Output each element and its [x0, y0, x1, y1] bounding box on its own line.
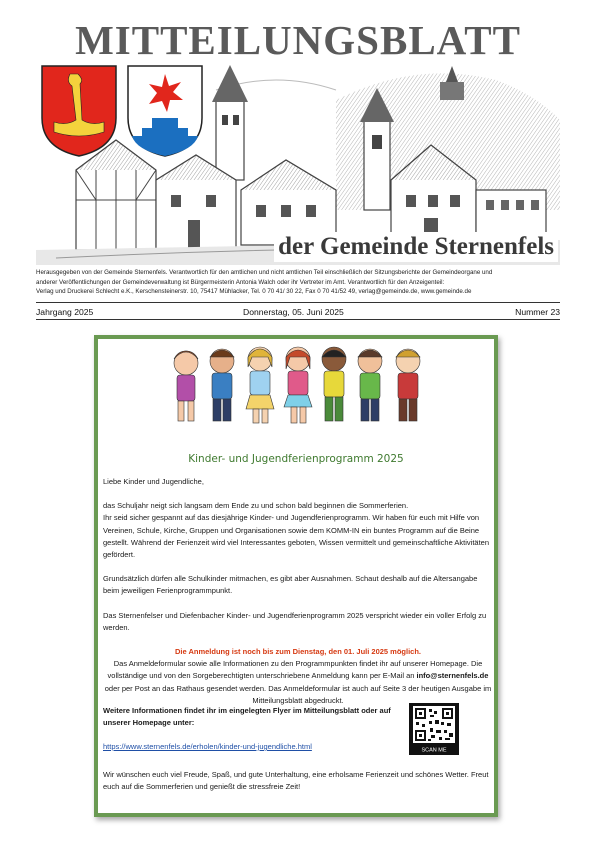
- publisher-line: anderer Veröffentlichungen der Gemeindeverwaltung ist Bürgermeisterin Antonia Walch oder ihr Vertreter im Amt. Verantwortlich für den Anzeigenteil:: [36, 278, 445, 286]
- publisher-line: Herausgegeben von der Gemeinde Sternenfels. Verantwortlich für den amtlichen und nicht amtlichen Teil einschließlich der Sitzungsberichte der Gemeindeorgane und: [36, 269, 493, 276]
- publisher-info: [36, 268, 560, 297]
- deadline-notice: Die Anmeldung ist noch bis zum Dienstag, den 01. Juli 2025 möglich.: [174, 647, 422, 657]
- issue-info: [36, 306, 560, 318]
- flyer-title: Kinder- und Jugendferienprogramm 2025: [188, 453, 404, 465]
- registration-text: oder per Post an das Rathaus gesendet werden. Das Anmeldeformular ist auch auf Seite 3 der heutigen Ausgabe im Mitteilungsblatt abgedruckt.: [104, 683, 492, 705]
- closing: [103, 769, 493, 793]
- qr-code[interactable]: [409, 703, 459, 755]
- children-illustration: [164, 341, 436, 433]
- paragraph: Grundsätzlich dürfen alle Schulkinder mitmachen, es gibt aber Ausnahmen. Schaut deshalb auf die Altersangabe beim jeweiligen Ferienprogrammpunkt.: [103, 574, 478, 596]
- divider: [36, 302, 560, 303]
- coat-of-arms-star: [128, 66, 202, 156]
- publisher-line: Verlag und Druckerei Schlecht e.K., Kerschensteinerstr. 10, 75417 Mühlacker, Tel. 0 70 41/ 30 22, Fax 0 70 41/52 49, verlag@gemeinde.de, www.gemeinde.de: [36, 288, 472, 295]
- issue-date: Donnerstag, 05. Juni 2025: [243, 307, 344, 317]
- email-link[interactable]: info@sternenfels.de: [416, 671, 489, 681]
- issue-number: Nummer 23: [515, 307, 560, 317]
- flyer-text: [103, 476, 493, 707]
- issue-volume: Jahrgang 2025: [36, 307, 94, 317]
- registration-info: [103, 658, 493, 707]
- closing-text: Wir wünschen euch viel Freude, Spaß, und gute Unterhaltung, eine erholsame Ferienzeit und schönes Wetter. Freut euch auf die Sommerferien und genießt die stressfreie Zeit!: [103, 770, 489, 792]
- homepage-link[interactable]: https://www.sternenfels.de/erholen/kinder-und-jugendliche.html: [103, 742, 312, 751]
- paragraph: Ihr seid sicher gespannt auf das diesjährige Kinder- und Jugendferienprogramm. Wir haben für euch mit Hilfe von Vereinen, Schule, Kirche, Gruppen und Organisationen sowie dem KOMM-IN ein buntes Programm auf die Beine gestellt. Während der Ferienzeit wird viel Interessantes geboten, Wissen vermittelt und gemeinschaftliche Aktivitäten gefördert.: [103, 513, 490, 560]
- ferienprogramm-flyer: [94, 335, 498, 817]
- paragraph: Das Sternenfelser und Diefenbacher Kinder- und Jugendferienprogramm 2025 verspricht wieder ein voller Erfolg zu werden.: [103, 610, 487, 632]
- greeting: Liebe Kinder und Jugendliche,: [103, 477, 204, 486]
- more-info: [103, 705, 403, 729]
- info-heading: Weitere Informationen findet ihr im eingelegten Flyer im Mitteilungsblatt oder auf unserer Homepage unter:: [103, 706, 391, 728]
- divider: [36, 319, 560, 320]
- coat-of-arms-red: [42, 66, 116, 156]
- registration-text: Das Anmeldeformular sowie alle Informationen zu den Programmpunkten findet ihr auf unserer Homepage. Die vollständige und von den Sorgeberechtigten unterschriebene Anmeldung kann per E-Mail an: [107, 659, 483, 681]
- paragraph: das Schuljahr neigt sich langsam dem Ende zu und schon bald beginnen die Sommerferien.: [103, 501, 409, 511]
- masthead-subtitle: der Gemeinde Sternenfels: [274, 232, 558, 262]
- qr-label: SCAN ME: [421, 747, 447, 754]
- masthead-title: MITTEILUNGSBLATT: [75, 17, 521, 63]
